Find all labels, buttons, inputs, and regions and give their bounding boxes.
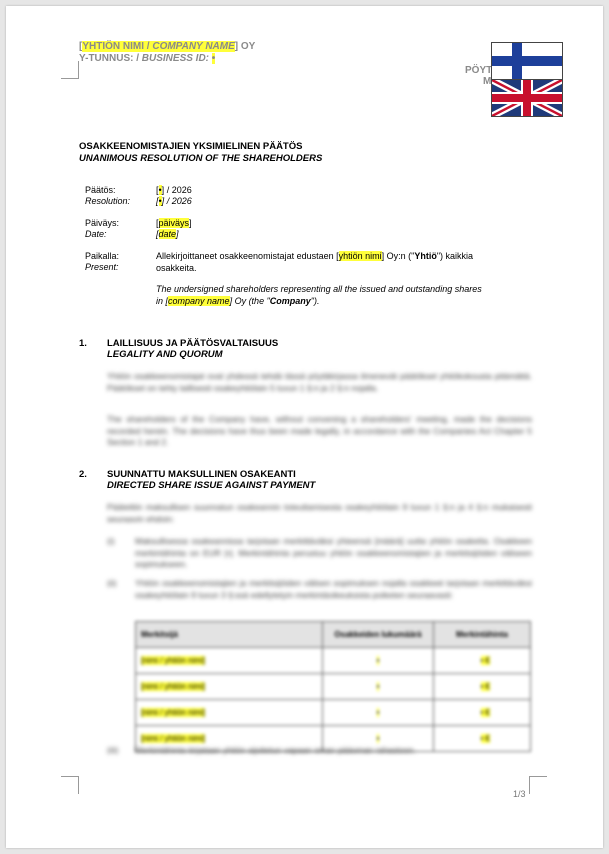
table-cell-price: • € xyxy=(434,700,531,726)
table-cell-shares: • xyxy=(323,674,434,700)
date-value: [päiväys] [date] xyxy=(156,218,192,239)
table-cell-subscriber: [nimi / yhtiön nimi] xyxy=(136,648,323,674)
section-2-item-iii: Merkintähinta kirjataan yhtiön sijoitetun vapaan oman pääoman rahastoon. xyxy=(135,745,416,755)
document-title-fi: OSAKKEENOMISTAJIEN YKSIMIELINEN PÄÄTÖS xyxy=(79,141,303,152)
table-header-subscriber: Merkitsijä xyxy=(136,622,323,648)
company-header: [YHTIÖN NIMI / COMPANY NAME] OY xyxy=(79,41,256,52)
uk-flag-button[interactable] xyxy=(491,79,563,117)
table-cell-subscriber: [nimi / yhtiön nimi] xyxy=(136,674,323,700)
table-cell-shares: • xyxy=(323,700,434,726)
section-1-number: 1. xyxy=(79,338,87,349)
section-2-number: 2. xyxy=(79,469,87,480)
document-title-en: UNANIMOUS RESOLUTION OF THE SHAREHOLDERS xyxy=(79,153,323,164)
minutes-header-label: PÖYT xyxy=(465,65,493,76)
table-cell-shares: • xyxy=(323,726,434,752)
table-cell-subscriber: [nimi / yhtiön nimi] xyxy=(136,700,323,726)
table-header-row xyxy=(136,622,531,648)
table-row xyxy=(136,674,531,700)
table-header-shares: Osakkeiden lukumäärä xyxy=(323,622,434,648)
page-number: 1/3 xyxy=(513,789,526,799)
table-cell-price: • € xyxy=(434,674,531,700)
section-2-item-iii-number: (iii) xyxy=(107,745,119,755)
present-label: Paikalla: Present: xyxy=(85,251,120,272)
section-1-paragraph-en: The shareholders of the Company have, without convening a shareholders' meeting, made the decisions recorded herein. The decisions have thus been made legally, in accordance with the Companies Act Chapter 5 Section 1 and 2. xyxy=(107,414,532,447)
date-label: Päiväys: Date: xyxy=(85,218,120,239)
crop-mark-top-left xyxy=(61,61,79,79)
present-text-fi: Allekirjoittaneet osakkeenomistajat edustaen [yhtiön nimi] Oy:n ("Yhtiö") kaikkia osakkeita. xyxy=(156,251,474,273)
table-cell-price: • € xyxy=(434,648,531,674)
table-cell-shares: • xyxy=(323,648,434,674)
finnish-flag-button[interactable] xyxy=(491,42,563,80)
section-1-heading: LAILLISUUS JA PÄÄTÖSVALTAISUUS LEGALITY AND QUORUM xyxy=(107,338,279,360)
table-cell-price: • € xyxy=(434,726,531,752)
crop-mark-bottom-right xyxy=(529,776,547,794)
business-id-header: Y-TUNNUS: / BUSINESS ID: • xyxy=(79,53,216,64)
subscription-table xyxy=(135,621,531,752)
section-2-intro: Päätettiin maksullisen suunnatun osakeannin toteuttamisesta osakeyhtiölain 9 luvun 1 §:n ja 4 §:n mukaisesti seuraavin ehdoin: xyxy=(107,502,532,524)
resolution-label: Päätös: Resolution: xyxy=(85,185,131,206)
section-2-heading: SUUNNATTU MAKSULLINEN OSAKEANTI DIRECTED SHARE ISSUE AGAINST PAYMENT xyxy=(107,469,316,491)
section-2-item-ii-number: (ii) xyxy=(107,578,117,588)
minutes-header-label-2: M xyxy=(483,76,492,87)
crop-mark-bottom-left xyxy=(61,776,79,794)
table-cell-subscriber: [nimi / yhtiön nimi] xyxy=(136,726,323,752)
section-2-item-i-number: (i) xyxy=(107,536,115,546)
table-row xyxy=(136,700,531,726)
resolution-value: [•] / 2026 [•] / 2026 xyxy=(156,185,192,206)
present-text-en: The undersigned shareholders representing all the issued and outstanding shares in [company name] Oy (the "Company"). xyxy=(156,284,482,306)
document-page xyxy=(6,6,603,848)
section-2-item-ii: Yhtiön osakkeenomistajien ja merkitsijöiden välisen sopimuksen nojalla osakkeet tarjotaan merkittäväksi osakeyhtiölain 9 luvun 3 §:ssä edellytetyin merkintäoikeuksista poiketen seuraavasti: xyxy=(135,578,532,600)
table-header-price: Merkintähinta xyxy=(434,622,531,648)
section-2-item-i: Maksullisessa osakeannissa tarjotaan merkittäväksi yhteensä [määrä] uutta yhtiön osaketta. Osakkeen merkintähinta on EUR [•]. Merkintähinta perustuu yhtiön osakkeenomistajien ja merkitsijöiden väliseen sopimukseen. xyxy=(135,536,532,569)
section-1-paragraph-fi: Yhtiön osakkeenomistajat ovat yhdessä tehdä tässä pöytäkirjassa ilmenevät päätökset yhtiökokousta pitämättä. Päätökset on tehty laillisesti osakeyhtiölain 5 luvun 1 §:n ja 2 §:n nojalla. xyxy=(107,371,532,393)
table-row xyxy=(136,648,531,674)
